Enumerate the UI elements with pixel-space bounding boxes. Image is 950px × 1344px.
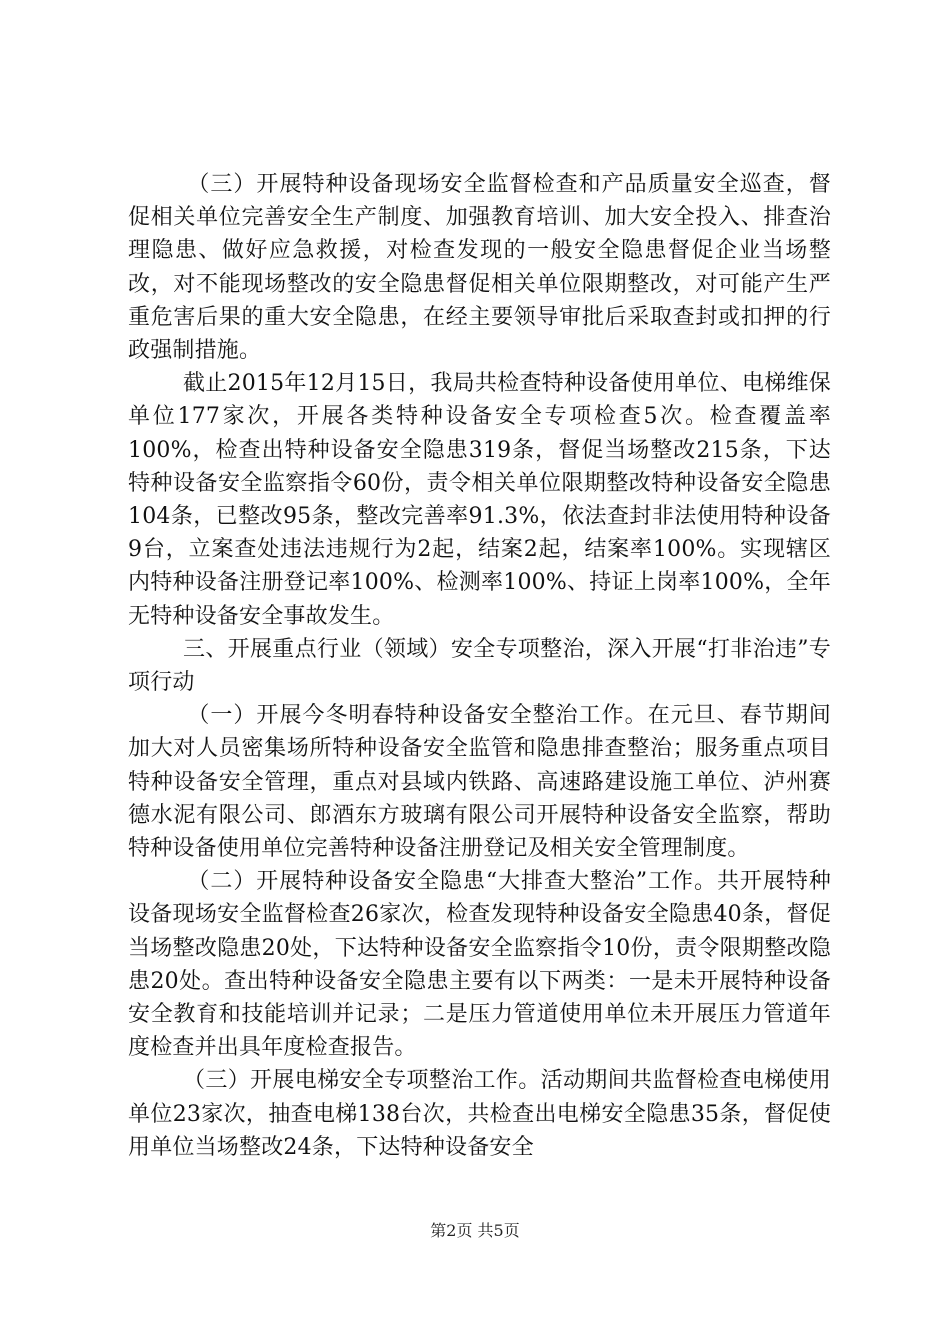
paragraph-elevator-safety: （三）开展电梯安全专项整治工作。活动期间共监督检查电梯使用单位23家次，抽查电梯138台次，共检查出电梯安全隐患35条，督促使用单位当场整改24条，下达特种设备安全	[128, 1068, 831, 1160]
paragraph-hazard-investigation: （二）开展特种设备安全隐患“大排查大整治”工作。共开展特种设备现场安全监督检查26家次，检查发现特种设备安全隐患40条，督促当场整改隐患20处，下达特种设备安全监察指令10份，责令限期整改隐患20处。查出特种设备安全隐患主要有以下两类：一是未开展特种设备安全教育和技能培训并记录；二是压力管道使用单位未开展压力管道年度检查并出具年度检查报告。	[128, 869, 831, 1061]
paragraph-winter-spring-campaign: （一）开展今冬明春特种设备安全整治工作。在元旦、春节期间加大对人员密集场所特种设备安全监管和隐患排查整治；服务重点项目特种设备安全管理，重点对县域内铁路、高速路建设施工单位、泸州赛德水泥有限公司、郎酒东方玻璃有限公司开展特种设备安全监察，帮助特种设备使用单位完善特种设备注册登记及相关安全管理制度。	[128, 703, 831, 862]
document-body	[128, 168, 831, 1164]
paragraph-inspection-statistics: 截止2015年12月15日，我局共检查特种设备使用单位、电梯维保单位177家次，开展各类特种设备安全专项检查5次。检查覆盖率100%，检查出特种设备安全隐患319条，督促当场整改215条，下达特种设备安全监察指令60份，责令相关单位限期整改特种设备安全隐患104条，已整改95条，整改完善率91.3%，依法查封非法使用特种设备9台，立案查处违法违规行为2起，结案2起，结案率100%。实现辖区内特种设备注册登记率100%、检测率100%、持证上岗率100%，全年无特种设备安全事故发生。	[128, 371, 831, 629]
section-heading-special-rectification: 三、开展重点行业（领域）安全专项整治，深入开展“打非治违”专项行动	[128, 636, 831, 696]
paragraph-inspection-measures: （三）开展特种设备现场安全监督检查和产品质量安全巡查，督促相关单位完善安全生产制度、加强教育培训、加大安全投入、排查治理隐患、做好应急救援，对检查发现的一般安全隐患督促企业当场整改，对不能现场整改的安全隐患督促相关单位限期整改，对可能产生严重危害后果的重大安全隐患，在经主要领导审批后采取查封或扣押的行政强制措施。	[128, 172, 831, 364]
page-footer: 第2页 共5页	[430, 1221, 520, 1240]
